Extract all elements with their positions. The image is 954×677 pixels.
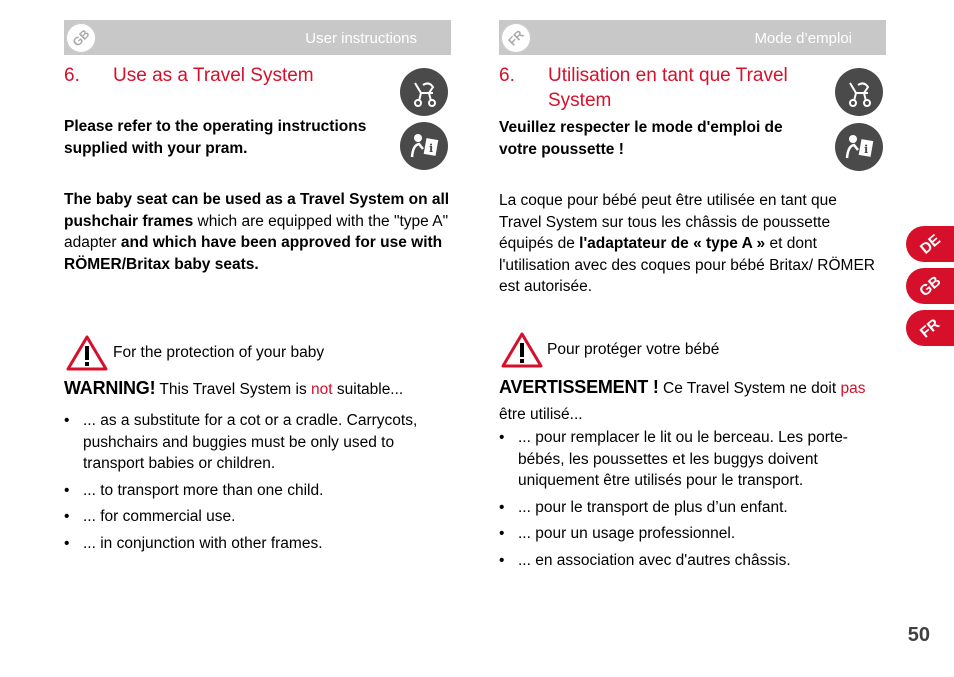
fr-bullet-list [499,427,884,576]
read-manual-icon [400,122,448,170]
header-bar-right [499,20,886,55]
warning-triangle-icon [501,332,543,368]
gb-paragraph: The baby seat can be used as a Travel System on all pushchair frames which are equipped with the "type A" adapter and which have been approved for use with RÖMER/Britax baby seats. [64,191,450,273]
header-title-left: User instructions [305,30,417,47]
pram-icon [400,68,448,116]
fr-warning-line: AVERTISSEMENT ! Ce Travel System ne doit pas être utilisé... [499,377,866,423]
list-item: • ... to transport more than one child. [64,480,454,502]
lang-badge-gb-header: GB [66,23,96,53]
list-item: • ... pour un usage professionnel. [499,523,884,545]
gb-bullet-list [64,410,454,559]
svg-text:i: i [429,142,434,155]
fr-intro: Veuillez respecter le mode d'emploi de votre poussette ! [499,119,783,158]
list-item: • ... pour remplacer le lit ou le berceau. Les porte-bébés, les poussettes et les buggys doivent uniquement être utilisés pour le transport. [499,427,884,492]
read-manual-icon [835,123,883,171]
gb-protection-heading: For the protection of your baby [113,344,325,361]
pram-icon [835,68,883,116]
list-item: • ... pour le transport de plus d’un enfant. [499,497,884,519]
page-number: 50 [907,624,930,646]
gb-warning-line: WARNING! This Travel System is not suitable... [64,378,404,398]
svg-text:i: i [864,143,869,156]
list-item: • ... en association avec d'autres châssis. [499,550,884,572]
gb-intro: Please refer to the operating instructions supplied with your pram. [64,118,367,157]
list-item: • ... for commercial use. [64,506,454,528]
list-item: • ... as a substitute for a cot or a cradle. Carrycots, pushchairs and buggies must be only used to transport babies or children. [64,410,454,475]
fr-protection-heading: Pour protéger votre bébé [547,341,720,358]
header-title-right: Mode d’emploi [754,30,852,47]
warning-triangle-icon [66,335,108,371]
lang-badge-fr-header: FR [501,23,531,53]
section-title-fr: 6. Utilisation en tant que Travel System [499,65,788,111]
lang-tab-gb[interactable]: GB [906,268,954,304]
lang-tab-fr[interactable]: FR [906,310,954,346]
list-item: • ... in conjunction with other frames. [64,533,454,555]
section-title-gb: 6. Use as a Travel System [64,65,314,86]
lang-tab-de[interactable]: DE [906,226,954,262]
header-bar-left [64,20,451,55]
fr-paragraph: La coque pour bébé peut être utilisée en tant que Travel System sur tous les châssis de poussette équipés de l'adaptateur de « type A » et dont l'utilisation avec des coques pour bébé Britax/ RÖMER est autorisée. [499,192,876,295]
